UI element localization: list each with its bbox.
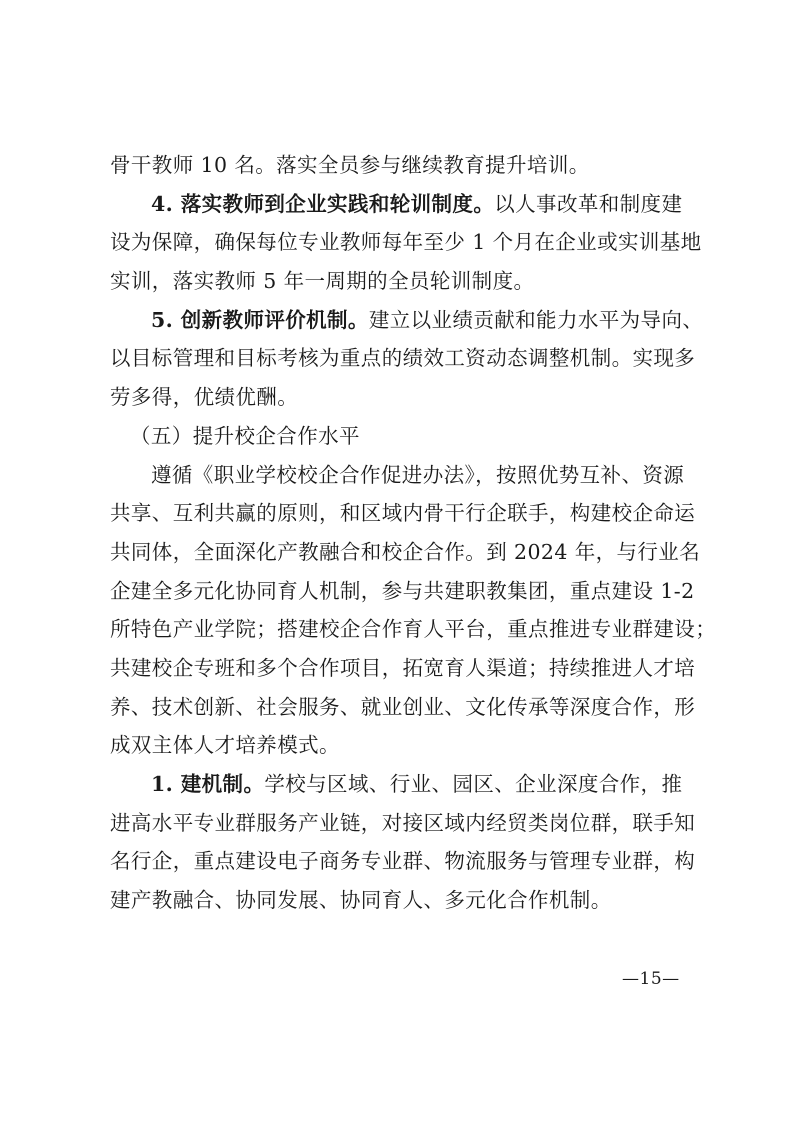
paragraph-line: 进高水平专业群服务产业链，对接区域内经贸类岗位群，联手知: [110, 810, 696, 835]
paragraph-line: 建产教融合、协同发展、协同育人、多元化合作机制。: [110, 888, 612, 913]
paragraph-line: 所特色产业学院；搭建校企合作育人平台，重点推进专业群建设；: [110, 617, 717, 642]
paragraph-line: 设为保障，确保每位专业教师每年至少 1 个月在企业或实训基地: [110, 230, 702, 255]
paragraph-line: 名行企，重点建设电子商务专业群、物流服务与管理专业群，构: [110, 849, 696, 874]
paragraph-line: 企建全多元化协同育人机制，参与共建职教集团，重点建设 1-2: [110, 578, 695, 603]
item-heading: 4. 落实教师到企业实践和轮训制度。: [151, 191, 495, 216]
paragraph-text: 建立以业绩贡献和能力水平为导向、: [368, 307, 704, 332]
item-heading: 1. 建机制。: [151, 772, 265, 796]
document-body: [110, 146, 717, 920]
paragraph-line: 共建校企专班和多个合作项目，拓宽育人渠道；持续推进人才培: [110, 655, 696, 680]
paragraph-line: [110, 301, 704, 340]
paragraph-line: 共同体，全面深化产教融合和校企合作。到 2024 年，与行业名: [110, 539, 701, 564]
page-number: —15—: [622, 969, 680, 989]
paragraph-line: 共享、互利共赢的原则，和区域内骨干行企联手，构建校企命运: [110, 501, 696, 526]
paragraph-line: 成双主体人才培养模式。: [110, 733, 340, 758]
paragraph-line: 骨干教师 10 名。落实全员参与继续教育提升培训。: [110, 153, 590, 177]
paragraph-line: [110, 185, 694, 224]
item-heading: 5. 创新教师评价机制。: [151, 307, 369, 332]
section-heading: （五）提升校企合作水平: [130, 423, 360, 448]
paragraph-text: 以人事改革和制度建: [494, 191, 683, 216]
paragraph-text: 学校与区域、行业、园区、企业深度合作，推: [264, 772, 683, 796]
paragraph-line: 遵循《职业学校校企合作促进办法》，按照优势互补、资源: [151, 462, 685, 487]
paragraph-line: [110, 765, 694, 804]
paragraph-line: 劳多得，优绩优酬。: [110, 385, 299, 410]
paragraph-line: 实训，落实教师 5 年一周期的全员轮训制度。: [110, 269, 535, 294]
paragraph-line: 以目标管理和目标考核为重点的绩效工资动态调整机制。实现多: [110, 346, 696, 371]
paragraph-line: 养、技术创新、社会服务、就业创业、文化传承等深度合作，形: [110, 694, 696, 719]
